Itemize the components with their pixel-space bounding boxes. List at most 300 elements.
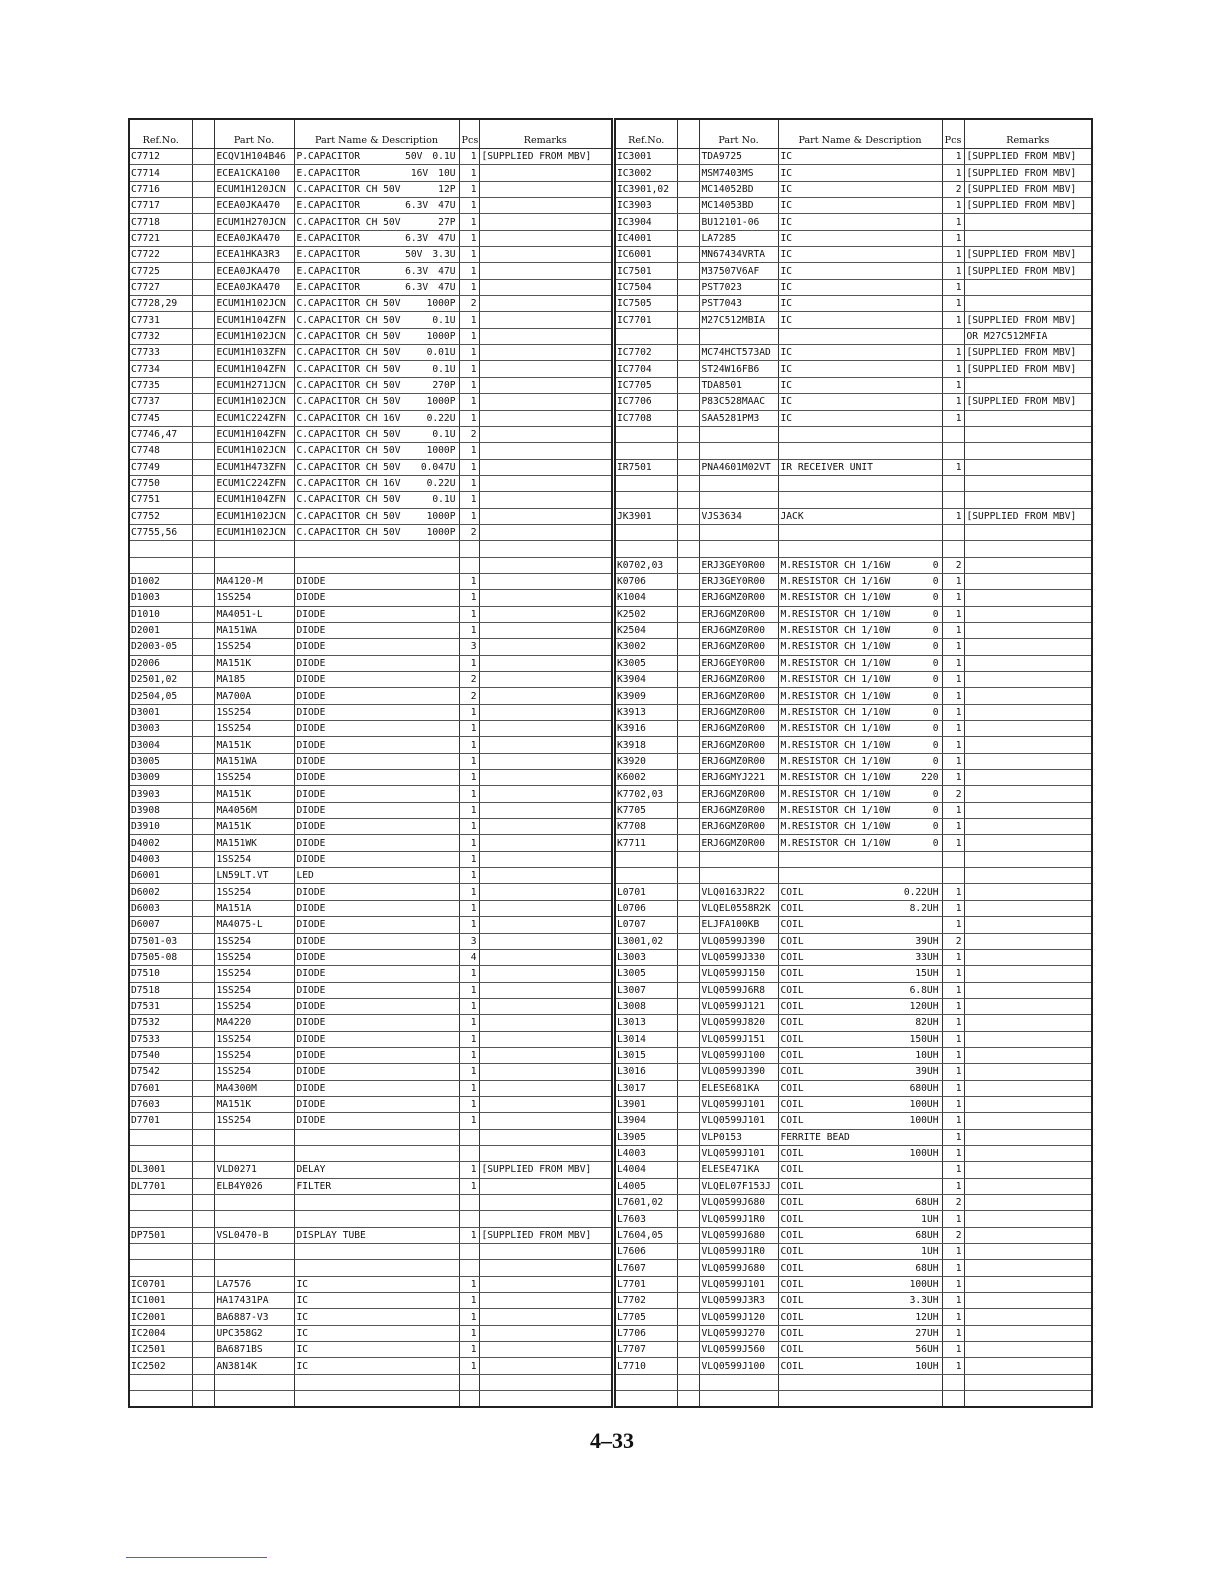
pcs-cell: 1	[942, 884, 964, 900]
remarks-cell	[479, 1211, 612, 1227]
table-row	[129, 770, 612, 786]
description-text: DELAY	[296, 1164, 326, 1176]
pcs-cell: 1	[459, 345, 479, 361]
ref-no-cell: IR7501	[615, 459, 677, 475]
table-row	[129, 165, 612, 181]
spacer-cell	[677, 1227, 699, 1243]
table-row	[129, 1293, 612, 1309]
value-text: 1000P	[426, 330, 456, 342]
description-text: FERRITE BEAD	[780, 1131, 850, 1143]
spacer-cell	[192, 443, 214, 459]
pcs-cell: 1	[942, 230, 964, 246]
part-no-cell: ERJ6GMZ0R00	[699, 737, 778, 753]
spacer-cell	[192, 459, 214, 475]
part-no-cell: VLQ0599J6R8	[699, 982, 778, 998]
description-cell	[294, 966, 459, 982]
table-row	[129, 753, 612, 769]
description-text: DIODE	[296, 788, 326, 800]
pcs-cell: 1	[459, 737, 479, 753]
pcs-cell	[459, 1129, 479, 1145]
remarks-cell	[964, 1047, 1092, 1063]
description-text: C.CAPACITOR CH 50V	[296, 527, 401, 539]
ref-no-cell: D7501-03	[129, 933, 192, 949]
ref-no-cell: C7732	[129, 328, 192, 344]
table-row	[615, 492, 1092, 508]
spacer-cell	[192, 230, 214, 246]
remarks-cell	[479, 247, 612, 263]
value-text: 0.1U	[432, 363, 456, 375]
remarks-cell	[479, 688, 612, 704]
pcs-cell: 2	[942, 181, 964, 197]
pcs-cell: 1	[942, 1162, 964, 1178]
pcs-cell: 1	[459, 410, 479, 426]
ref-no-cell: K3913	[615, 704, 677, 720]
spacer-cell	[192, 1129, 214, 1145]
pcs-cell: 1	[942, 345, 964, 361]
remarks-cell	[479, 1145, 612, 1161]
remarks-cell	[964, 1358, 1092, 1374]
remarks-cell	[964, 573, 1092, 589]
spacer-cell	[192, 149, 214, 165]
ref-no-cell: C7749	[129, 459, 192, 475]
description-cell	[294, 181, 459, 197]
description-cell	[778, 1129, 942, 1145]
ref-no-cell: L7607	[615, 1260, 677, 1276]
ref-no-cell: C7718	[129, 214, 192, 230]
value-text: 0.22U	[426, 478, 456, 490]
table-row	[615, 279, 1092, 295]
remarks-cell	[479, 868, 612, 884]
part-no-cell: VLQ0599J680	[699, 1260, 778, 1276]
remarks-cell	[964, 426, 1092, 442]
table-row	[615, 475, 1092, 491]
pcs-cell: 1	[459, 279, 479, 295]
remarks-cell	[964, 1293, 1092, 1309]
value-text: 0	[932, 739, 939, 751]
table-row	[129, 1178, 612, 1194]
description-cell	[294, 1080, 459, 1096]
table-row	[129, 410, 612, 426]
part-no-cell: TDA8501	[699, 377, 778, 393]
description-cell	[294, 1015, 459, 1031]
ref-no-cell: C7751	[129, 492, 192, 508]
table-row	[129, 492, 612, 508]
part-no-cell: MA4075-L	[214, 917, 294, 933]
part-no-cell: VLQ0599J101	[699, 1276, 778, 1292]
pcs-cell: 1	[942, 721, 964, 737]
description-text: JACK	[780, 510, 804, 522]
pcs-cell: 1	[942, 737, 964, 753]
table-row	[615, 1325, 1092, 1341]
remarks-cell	[479, 508, 612, 524]
spacer-cell	[192, 247, 214, 263]
spacer-cell	[677, 753, 699, 769]
ref-no-cell: D2003-05	[129, 639, 192, 655]
description-cell	[778, 688, 942, 704]
ref-no-cell: IC6001	[615, 247, 677, 263]
ref-no-cell: L3905	[615, 1129, 677, 1145]
description-text: C.CAPACITOR CH 50V	[296, 429, 401, 441]
spacer-cell	[677, 1293, 699, 1309]
remarks-cell	[479, 1260, 612, 1276]
description-text: M.RESISTOR CH 1/10W	[780, 723, 891, 735]
description-cell	[778, 165, 942, 181]
description-cell	[778, 508, 942, 524]
ref-no-cell: K7711	[615, 835, 677, 851]
spacer-cell	[677, 1178, 699, 1194]
description-text: IC	[780, 363, 793, 375]
description-text: DIODE	[296, 1017, 326, 1029]
description-text: COIL	[780, 952, 804, 964]
table-row	[615, 933, 1092, 949]
table-row	[129, 541, 612, 557]
description-cell	[778, 492, 942, 508]
spacer-cell	[677, 573, 699, 589]
part-no-cell: ERJ6GMZ0R00	[699, 606, 778, 622]
table-row	[615, 1015, 1092, 1031]
spacer-cell	[192, 1244, 214, 1260]
ref-no-cell: K3909	[615, 688, 677, 704]
description-text: M.RESISTOR CH 1/10W	[780, 625, 891, 637]
description-cell	[294, 884, 459, 900]
description-cell	[778, 1260, 942, 1276]
table-row	[129, 1113, 612, 1129]
part-no-cell: ELESE681KA	[699, 1080, 778, 1096]
spacer-cell	[192, 966, 214, 982]
part-no-cell: ERJ6GMZ0R00	[699, 753, 778, 769]
description-cell	[294, 622, 459, 638]
description-text: C.CAPACITOR CH 50V	[296, 216, 401, 228]
ref-no-cell: C7735	[129, 377, 192, 393]
table-row	[615, 1293, 1092, 1309]
ref-no-cell: IC7702	[615, 345, 677, 361]
pcs-cell: 1	[459, 966, 479, 982]
rating-text: 50V	[405, 249, 423, 261]
ref-no-cell: D2501,02	[129, 672, 192, 688]
description-text: M.RESISTOR CH 1/10W	[780, 674, 891, 686]
pcs-cell: 1	[942, 573, 964, 589]
table-header-row	[129, 119, 612, 149]
part-no-cell: VLQ0599J1R0	[699, 1211, 778, 1227]
description-text: C.CAPACITOR CH 16V	[296, 412, 401, 424]
pcs-cell: 1	[942, 394, 964, 410]
pcs-cell	[459, 1145, 479, 1161]
description-cell	[294, 443, 459, 459]
spacer-cell	[677, 394, 699, 410]
ref-no-cell	[129, 1391, 192, 1408]
description-text: C.CAPACITOR CH 50V	[296, 396, 401, 408]
part-no-cell: ECUM1H104ZFN	[214, 312, 294, 328]
description-text: COIL	[780, 1327, 804, 1339]
description-cell	[778, 475, 942, 491]
part-no-cell: BU12101-06	[699, 214, 778, 230]
part-no-cell	[214, 1374, 294, 1390]
table-row	[129, 704, 612, 720]
part-no-cell: MA700A	[214, 688, 294, 704]
rating-text: 6.3V	[405, 281, 429, 293]
ref-no-cell: IC1001	[129, 1293, 192, 1309]
remarks-cell	[964, 753, 1092, 769]
pcs-cell: 1	[942, 802, 964, 818]
pcs-cell: 1	[942, 1080, 964, 1096]
ref-no-cell	[129, 1260, 192, 1276]
part-no-cell	[699, 475, 778, 491]
description-text: DIODE	[296, 723, 326, 735]
ref-no-cell: L4003	[615, 1145, 677, 1161]
remarks-cell	[964, 279, 1092, 295]
ref-no-cell: D7603	[129, 1096, 192, 1112]
pcs-cell: 1	[459, 312, 479, 328]
description-text: COIL	[780, 1148, 804, 1160]
description-cell	[294, 1260, 459, 1276]
description-cell	[294, 1195, 459, 1211]
pcs-cell: 1	[942, 1145, 964, 1161]
value-text: 0	[932, 674, 939, 686]
pcs-cell: 1	[459, 328, 479, 344]
spacer-cell	[192, 622, 214, 638]
table-row	[129, 884, 612, 900]
spacer-cell	[192, 328, 214, 344]
pcs-cell: 1	[459, 1325, 479, 1341]
ref-no-cell: D6007	[129, 917, 192, 933]
pcs-cell: 1	[459, 492, 479, 508]
ref-no-cell: L3904	[615, 1113, 677, 1129]
spacer-cell	[192, 868, 214, 884]
description-text: E.CAPACITOR	[296, 167, 361, 179]
remarks-cell	[964, 884, 1092, 900]
ref-no-cell: C7727	[129, 279, 192, 295]
table-row	[615, 214, 1092, 230]
description-text: IR RECEIVER UNIT	[780, 461, 873, 473]
spacer-cell	[192, 198, 214, 214]
description-text: COIL	[780, 1033, 804, 1045]
table-row	[615, 328, 1092, 344]
ref-no-cell: L7702	[615, 1293, 677, 1309]
table-row	[129, 966, 612, 982]
remarks-cell	[479, 1113, 612, 1129]
remarks-cell: [SUPPLIED FROM MBV]	[964, 361, 1092, 377]
description-cell	[778, 933, 942, 949]
description-cell	[294, 688, 459, 704]
spacer-cell	[192, 1031, 214, 1047]
ref-no-cell: L3005	[615, 966, 677, 982]
ref-no-cell: D3910	[129, 819, 192, 835]
description-text: C.CAPACITOR CH 50V	[296, 183, 401, 195]
remarks-cell	[479, 1325, 612, 1341]
description-text: DIODE	[296, 1082, 326, 1094]
ref-no-cell	[615, 1374, 677, 1390]
remarks-cell	[964, 1162, 1092, 1178]
pcs-cell: 1	[942, 639, 964, 655]
table-row	[615, 1342, 1092, 1358]
spacer-cell	[192, 1293, 214, 1309]
description-cell	[778, 949, 942, 965]
description-cell	[778, 1293, 942, 1309]
ref-no-cell: D1010	[129, 606, 192, 622]
remarks-cell	[964, 737, 1092, 753]
remarks-cell	[479, 541, 612, 557]
pcs-cell: 1	[942, 1325, 964, 1341]
description-cell	[778, 1195, 942, 1211]
description-cell	[778, 622, 942, 638]
description-text: COIL	[780, 1278, 804, 1290]
part-no-cell: LN59LT.VT	[214, 868, 294, 884]
remarks-cell	[964, 1391, 1092, 1408]
ref-no-cell: C7716	[129, 181, 192, 197]
value-text: 3.3UH	[909, 1295, 939, 1307]
ref-no-cell: L7601,02	[615, 1195, 677, 1211]
remarks-cell	[479, 966, 612, 982]
description-text: COIL	[780, 919, 804, 931]
remarks-cell	[964, 900, 1092, 916]
description-cell	[294, 1145, 459, 1161]
ref-no-cell: L3013	[615, 1015, 677, 1031]
description-text: M.RESISTOR CH 1/10W	[780, 592, 891, 604]
description-cell	[294, 198, 459, 214]
value-text: 0	[932, 821, 939, 833]
ref-no-cell: C7746,47	[129, 426, 192, 442]
description-cell	[778, 328, 942, 344]
part-no-cell: ECUM1H473ZFN	[214, 459, 294, 475]
table-row	[129, 312, 612, 328]
ref-no-cell: C7721	[129, 230, 192, 246]
pcs-cell: 1	[459, 590, 479, 606]
ref-no-cell: D1003	[129, 590, 192, 606]
description-text: DISPLAY TUBE	[296, 1229, 366, 1241]
remarks-cell	[479, 606, 612, 622]
description-text: C.CAPACITOR CH 50V	[296, 363, 401, 375]
ref-no-cell: D7533	[129, 1031, 192, 1047]
part-no-cell: MA151WK	[214, 835, 294, 851]
table-row	[129, 149, 612, 165]
part-no-cell: 1SS254	[214, 998, 294, 1014]
description-cell	[294, 1162, 459, 1178]
part-no-cell: ECEA1CKA100	[214, 165, 294, 181]
part-no-cell: MA151K	[214, 786, 294, 802]
description-text: M.RESISTOR CH 1/16W	[780, 576, 891, 588]
pcs-cell: 1	[942, 1358, 964, 1374]
part-no-cell: ECUM1H102JCN	[214, 394, 294, 410]
description-cell	[294, 1374, 459, 1390]
description-cell	[294, 149, 459, 165]
remarks-cell	[964, 230, 1092, 246]
remarks-cell	[964, 1178, 1092, 1194]
part-no-cell: ERJ6GMZ0R00	[699, 672, 778, 688]
table-row	[129, 900, 612, 916]
description-cell	[294, 1276, 459, 1292]
ref-no-cell: D3005	[129, 753, 192, 769]
description-cell	[778, 149, 942, 165]
description-text: C.CAPACITOR CH 50V	[296, 461, 401, 473]
table-row	[129, 426, 612, 442]
table-row	[615, 672, 1092, 688]
description-cell	[294, 1227, 459, 1243]
ref-no-cell: D3903	[129, 786, 192, 802]
description-text: DIODE	[296, 1033, 326, 1045]
ref-no-cell: IC2501	[129, 1342, 192, 1358]
pcs-cell: 1	[942, 770, 964, 786]
description-cell	[778, 639, 942, 655]
description-text: DIODE	[296, 674, 326, 686]
pcs-cell: 1	[459, 181, 479, 197]
spacer-cell	[192, 1211, 214, 1227]
spacer-cell	[677, 1047, 699, 1063]
pcs-cell	[459, 1260, 479, 1276]
part-no-cell: ECUM1H104ZFN	[214, 361, 294, 377]
part-no-cell: VLQEL0558R2K	[699, 900, 778, 916]
pcs-cell: 1	[459, 149, 479, 165]
description-text: E.CAPACITOR	[296, 265, 361, 277]
description-text: C.CAPACITOR CH 50V	[296, 330, 401, 342]
table-row	[615, 230, 1092, 246]
description-text: DIODE	[296, 886, 326, 898]
spacer-cell	[677, 524, 699, 540]
table-row	[615, 1162, 1092, 1178]
ref-no-cell: IC7504	[615, 279, 677, 295]
spacer-cell	[192, 165, 214, 181]
ref-no-cell: K2504	[615, 622, 677, 638]
spacer-cell	[192, 1227, 214, 1243]
spacer-cell	[192, 541, 214, 557]
part-no-cell: ERJ6GMZ0R00	[699, 704, 778, 720]
spacer-cell	[677, 1391, 699, 1408]
part-no-cell: VLQ0599J680	[699, 1195, 778, 1211]
value-text: 39UH	[915, 1066, 939, 1078]
remarks-cell	[479, 622, 612, 638]
value-text: 0	[932, 641, 939, 653]
remarks-cell	[479, 377, 612, 393]
value-text: 100UH	[909, 1115, 939, 1127]
spacer-cell	[677, 345, 699, 361]
part-no-cell: ELESE471KA	[699, 1162, 778, 1178]
spacer-cell	[192, 1358, 214, 1374]
description-text: DIODE	[296, 641, 326, 653]
spacer-cell	[192, 835, 214, 851]
description-text: COIL	[780, 1001, 804, 1013]
description-cell	[778, 198, 942, 214]
remarks-cell	[964, 1096, 1092, 1112]
remarks-cell	[964, 819, 1092, 835]
pcs-cell: 4	[459, 949, 479, 965]
part-no-cell: VLP0153	[699, 1129, 778, 1145]
pcs-cell: 1	[942, 198, 964, 214]
ref-no-cell: K3918	[615, 737, 677, 753]
pcs-cell: 1	[942, 1031, 964, 1047]
table-row	[615, 590, 1092, 606]
spacer-cell	[192, 802, 214, 818]
pcs-cell: 1	[459, 1064, 479, 1080]
remarks-cell	[964, 639, 1092, 655]
value-text: 47U	[438, 281, 456, 293]
part-no-cell: MA151K	[214, 737, 294, 753]
part-no-cell: 1SS254	[214, 851, 294, 867]
remarks-cell	[479, 1031, 612, 1047]
description-cell	[294, 851, 459, 867]
description-text: COIL	[780, 1115, 804, 1127]
description-cell	[778, 1096, 942, 1112]
pcs-cell	[459, 541, 479, 557]
spacer-cell	[192, 214, 214, 230]
spacer-cell	[677, 1244, 699, 1260]
remarks-cell	[479, 802, 612, 818]
remarks-cell	[964, 802, 1092, 818]
value-text: 27P	[438, 216, 456, 228]
part-no-cell: BA6887-V3	[214, 1309, 294, 1325]
ref-no-cell: K3904	[615, 672, 677, 688]
remarks-cell	[479, 835, 612, 851]
description-cell	[294, 1211, 459, 1227]
spacer-cell	[677, 1129, 699, 1145]
